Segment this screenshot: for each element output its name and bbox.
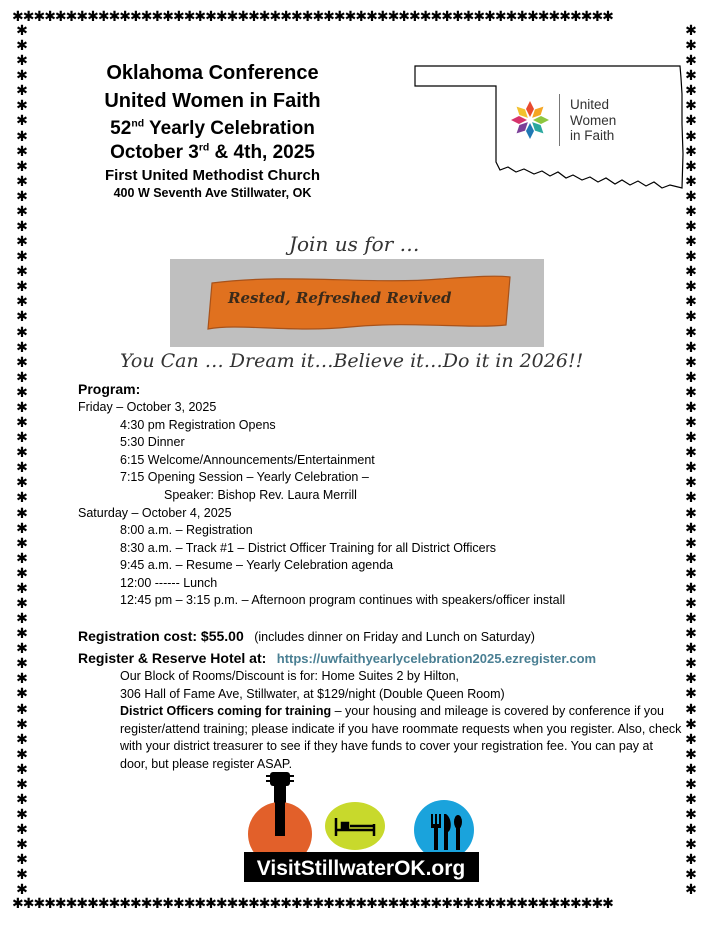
venue-name: First United Methodist Church [105,167,320,184]
program-heading: Program: [78,381,141,397]
friday-item: 6:15 Welcome/Announcements/Entertainment [120,453,375,467]
organization-title: United Women in Faith [104,90,321,112]
theme-banner-text: Rested, Refreshed Revived [228,289,452,307]
friday-label: Friday – October 3, 2025 [78,400,217,414]
border-left: ✱ ✱ ✱ ✱ ✱ ✱ ✱ ✱ ✱ ✱ ✱ ✱ ✱ ✱ ✱ ✱ ✱ ✱ ✱ ✱ ✱ ✱ ✱ ✱ ✱ ✱ ✱ ✱ ✱ ✱ ✱ ✱ ✱ ✱ ✱ ✱ ✱ ✱ ✱ ✱ ✱ ✱ ✱ ✱ ✱ ✱ ✱ ✱ ✱ ✱ ✱ ✱ ✱ ✱ ✱ ✱ ✱ ✱ [16,24,28,898]
friday-item: 4:30 pm Registration Opens [120,418,276,432]
border-right: ✱ ✱ ✱ ✱ ✱ ✱ ✱ ✱ ✱ ✱ ✱ ✱ ✱ ✱ ✱ ✱ ✱ ✱ ✱ ✱ ✱ ✱ ✱ ✱ ✱ ✱ ✱ ✱ ✱ ✱ ✱ ✱ ✱ ✱ ✱ ✱ ✱ ✱ ✱ ✱ ✱ ✱ ✱ ✱ ✱ ✱ ✱ ✱ ✱ ✱ ✱ ✱ ✱ ✱ ✱ ✱ ✱ ✱ [685,24,697,898]
uwf-logo-icon [510,100,550,140]
logo-petal [533,116,549,124]
saturday-label: Saturday – October 4, 2025 [78,506,232,520]
venue-address: 400 W Seventh Ave Stillwater, OK [113,186,312,200]
uwf-logo-text: United Women in Faith [570,97,617,143]
join-us-text: Join us for … [289,232,420,256]
visit-stillwater-logo [244,772,479,882]
rooms-line: 306 Hall of Fame Ave, Stillwater, at $129/night (Double Queen Room) [120,687,505,701]
registration-link[interactable]: https://uwfaithyearlycelebration2025.ezregister.com [276,651,597,666]
celebration-title: 52nd Yearly Celebration [110,118,315,139]
rooms-line: Our Block of Rooms/Discount is for: Home Suites 2 by Hilton, [120,669,460,683]
saturday-item: 12:00 ------ Lunch [120,576,218,590]
saturday-item: 9:45 a.m. – Resume – Yearly Celebration agenda [120,558,394,572]
border-top: ✱✱✱✱✱✱✱✱✱✱✱✱✱✱✱✱✱✱✱✱✱✱✱✱✱✱✱✱✱✱✱✱✱✱✱✱✱✱✱✱✱✱✱✱✱✱✱✱✱✱✱✱✱✱✱✱ [12,10,613,25]
border-bottom: ✱✱✱✱✱✱✱✱✱✱✱✱✱✱✱✱✱✱✱✱✱✱✱✱✱✱✱✱✱✱✱✱✱✱✱✱✱✱✱✱✱✱✱✱✱✱✱✱✱✱✱✱✱✱✱✱ [12,897,613,912]
logo-petal [526,101,534,117]
logo-divider [559,94,560,146]
fork-knife-icon [431,814,462,850]
officers-paragraph: District Officers coming for training – your housing and mileage is covered by conference if you register/attend training; please indicate if you have roommate requests when you register. Also, check with your district treasurer to see if they have funds to cover your registration fee. You can pay at door, but please register ASAP. [120,704,682,771]
hotel-registration: Register & Reserve Hotel at: https://uwfaithyearlycelebration2025.ezregister.com [78,650,597,666]
saturday-item: 12:45 pm – 3:15 p.m. – Afternoon program continues with speakers/officer install [120,593,566,607]
logo-petal [511,116,527,124]
friday-item: 5:30 Dinner [120,435,185,449]
event-dates: October 3rd & 4th, 2025 [110,142,315,163]
saturday-item: 8:30 a.m. – Track #1 – District Officer Training for all District Officers [120,541,497,555]
friday-speaker: Speaker: Bishop Rev. Laura Merrill [164,488,357,502]
conference-title: Oklahoma Conference [106,62,319,84]
visit-stillwater-text: VisitStillwaterOK.org [256,857,466,880]
slogan-text: You Can … Dream it…Believe it…Do it in 2026!! [120,350,584,372]
registration-cost: Registration cost: $55.00 (includes dinner on Friday and Lunch on Saturday) [78,628,535,644]
saturday-item: 8:00 a.m. – Registration [120,523,253,537]
logo-petal [526,123,534,139]
friday-item: 7:15 Opening Session – Yearly Celebration – [120,470,369,484]
